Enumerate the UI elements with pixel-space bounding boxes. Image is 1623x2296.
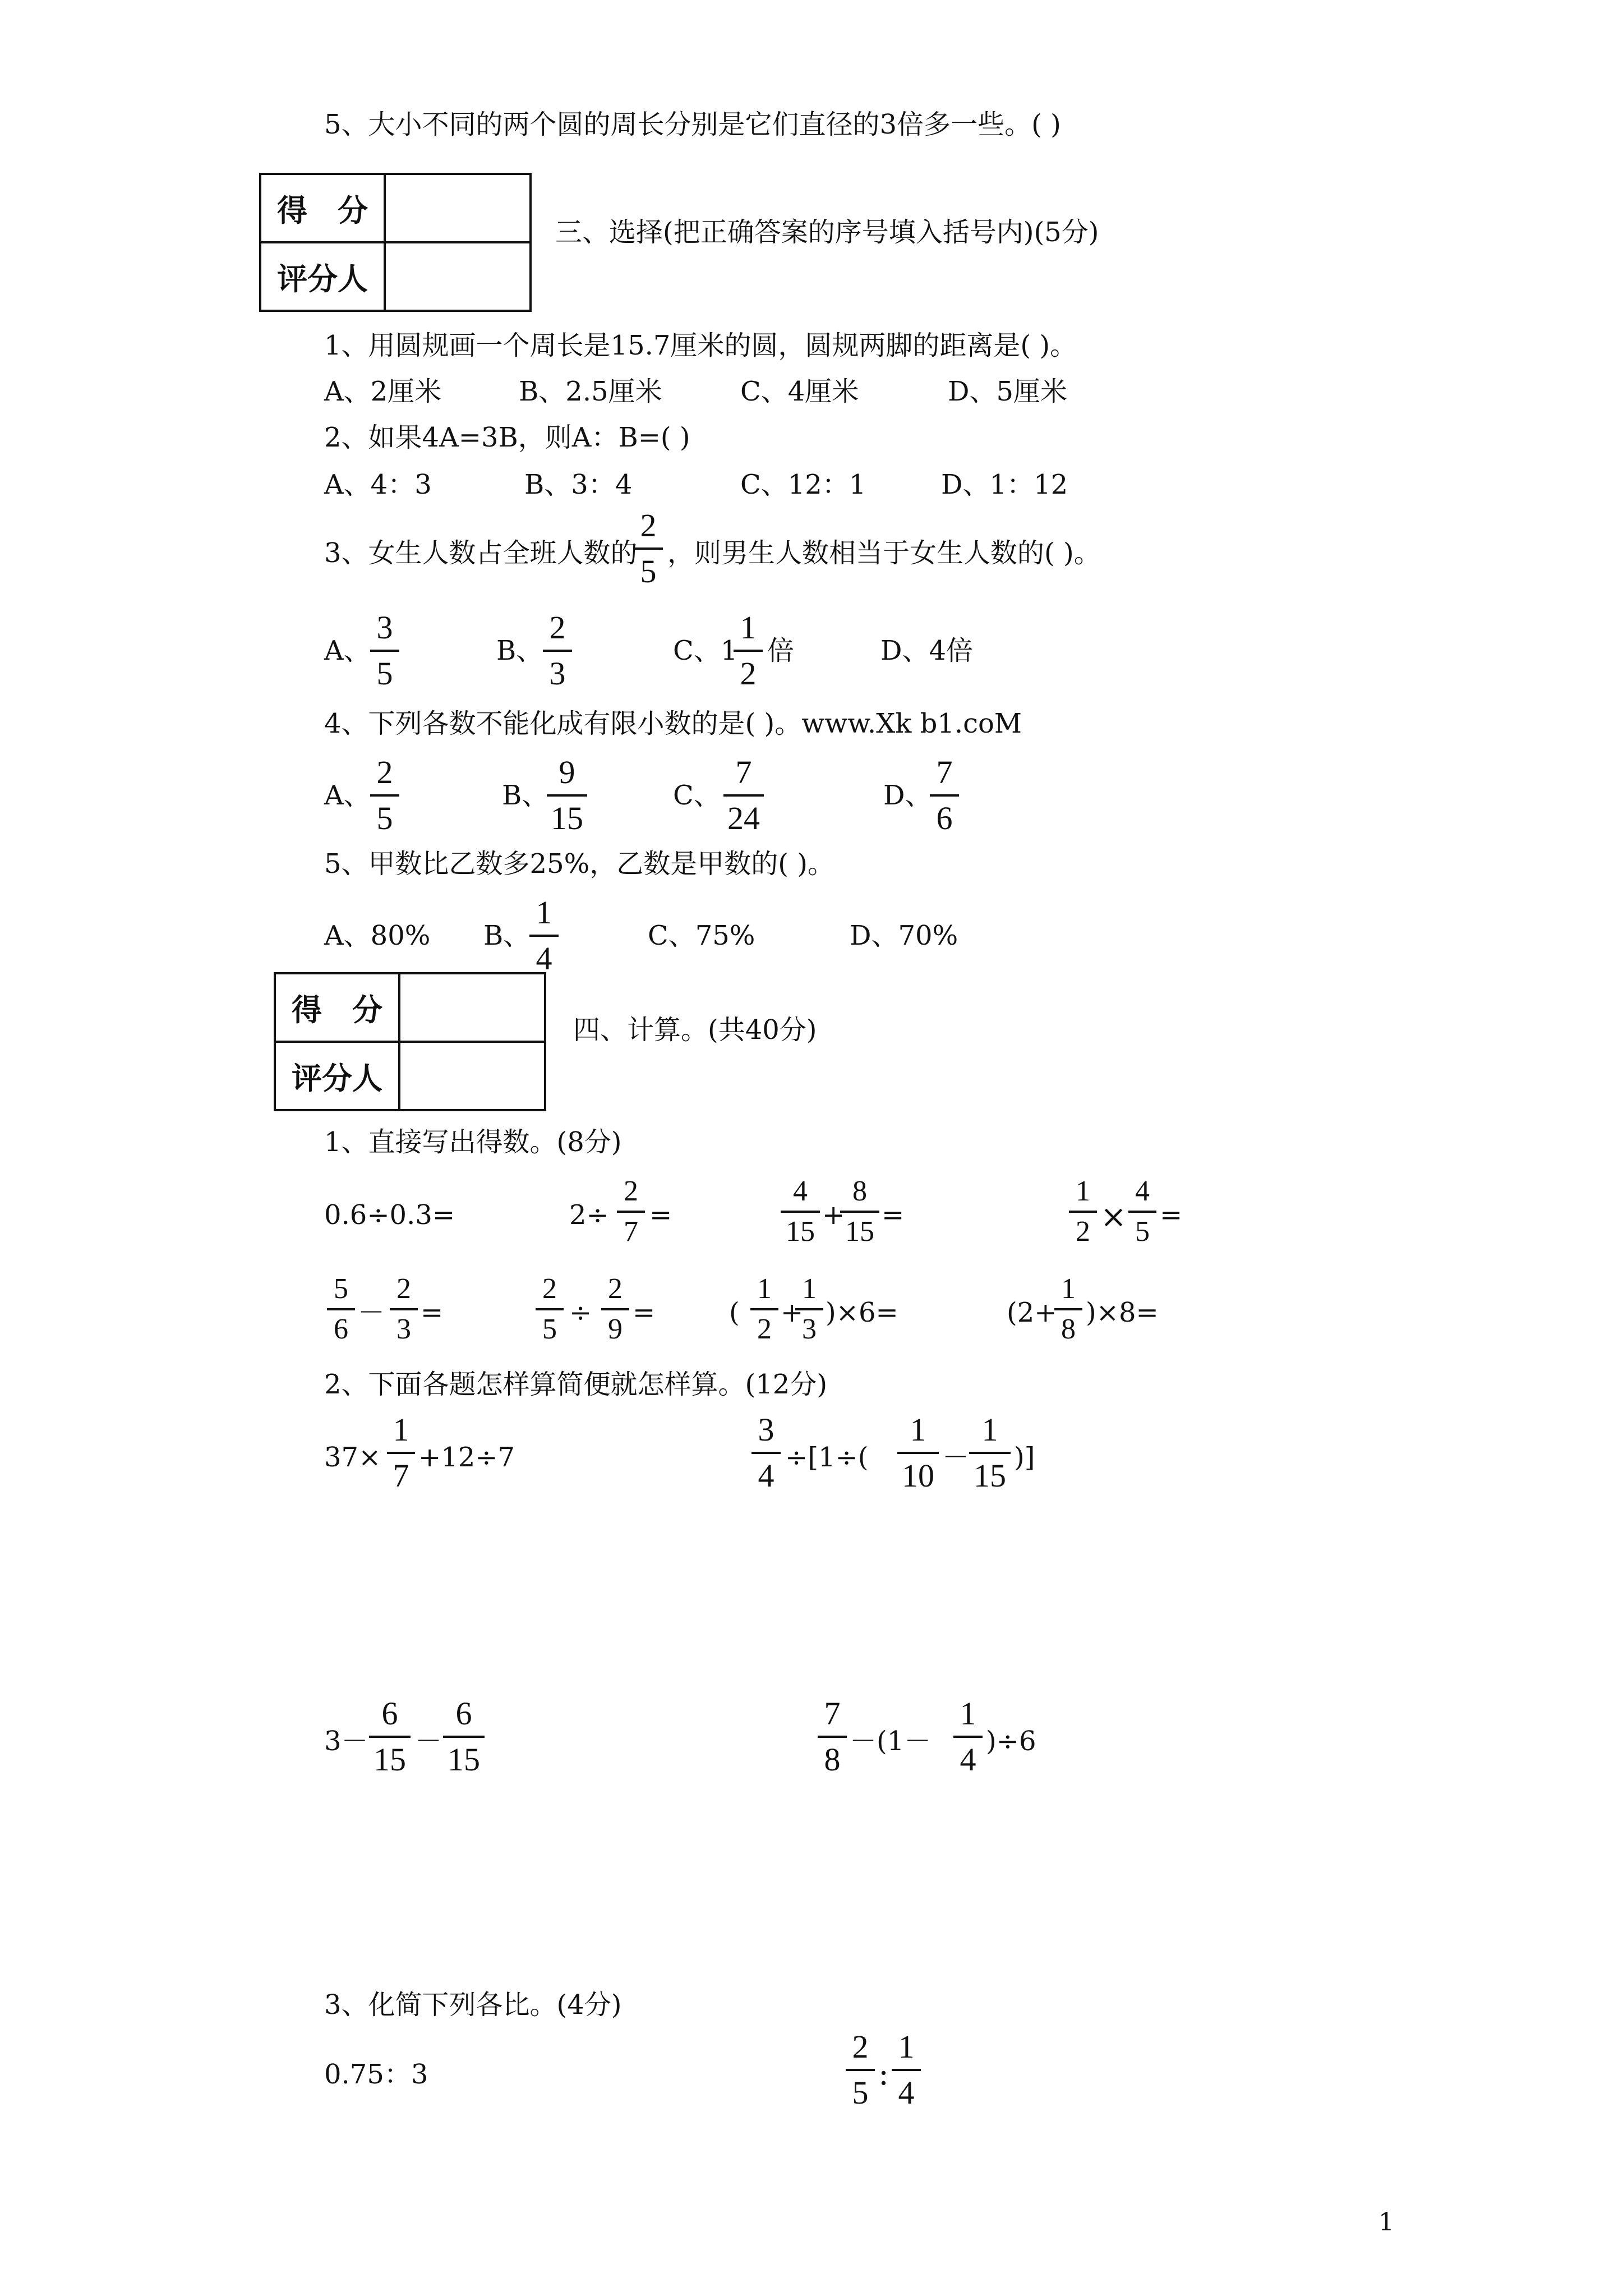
score-label: 得 分 — [260, 174, 385, 242]
fraction-e4a: 1 2 — [1069, 1177, 1097, 1246]
fraction-e4b: 4 5 — [1128, 1177, 1156, 1246]
fraction-s3a: 6 15 — [369, 1697, 411, 1776]
q4-option-c: C、 — [673, 780, 721, 811]
grader-label: 评分人 — [275, 1042, 399, 1110]
fraction-e3b: 8 15 — [840, 1177, 879, 1246]
ratio-colon: : — [878, 2056, 889, 2092]
simplify-3-prefix: 3－ — [324, 1726, 368, 1757]
judgment-item-5: 5、大小不同的两个圆的周长分别是它们直径的3倍多一些。( ) — [324, 109, 1061, 140]
q1-option-b: B、2.5厘米 — [519, 376, 662, 407]
q2-option-b: B、3：4 — [524, 469, 633, 500]
fraction-q5b-clipped — [527, 892, 561, 977]
fraction-q4a: 2 5 — [370, 756, 399, 835]
score-label: 得 分 — [275, 973, 399, 1042]
plus-sign: + — [822, 1199, 845, 1231]
expr-8-prefix: (2+ — [1007, 1297, 1057, 1328]
equals-sign: = — [649, 1199, 672, 1231]
simplify-1-suffix: +12÷7 — [418, 1442, 515, 1473]
q3-option-d: D、4倍 — [880, 635, 974, 666]
fraction-s4a: 7 8 — [818, 1697, 847, 1776]
fraction-e5a: 5 6 — [327, 1274, 355, 1344]
fraction-q4b: 9 15 — [547, 756, 587, 835]
q5-option-a: A、80% — [324, 920, 431, 951]
fraction-s2b: 1 10 — [897, 1414, 939, 1492]
equals-sign: = — [1160, 1199, 1183, 1231]
plus-sign: + — [781, 1297, 804, 1328]
ratio-1: 0.75：3 — [324, 2059, 428, 2090]
fraction-e6b: 2 9 — [601, 1274, 629, 1344]
simplify-2-suffix: )] — [1014, 1442, 1035, 1473]
calc-part-2-title: 2、下面各题怎样算简便就怎样算。(12分) — [324, 1369, 828, 1400]
question-2: 2、如果4A=3B，则A：B=( ) — [324, 422, 690, 453]
score-box — [259, 173, 532, 312]
q3-option-a: A、 — [324, 635, 371, 666]
simplify-4-middle: －(1－ — [850, 1726, 932, 1757]
fraction-e8: 1 8 — [1054, 1274, 1082, 1344]
fraction-q3: 2 5 — [634, 509, 663, 588]
fraction-e6a: 2 5 — [536, 1274, 564, 1344]
q5-option-b: B、 — [483, 920, 531, 951]
expr-8-suffix: )×8= — [1086, 1297, 1159, 1328]
q3-option-c-prefix: C、1 — [673, 635, 738, 666]
q4-option-a: A、 — [324, 780, 371, 811]
equals-sign: = — [421, 1297, 444, 1328]
q1-option-a: A、2厘米 — [324, 376, 442, 407]
question-3-suffix: ，则男生人数相当于女生人数的( )。 — [667, 537, 1101, 569]
equals-sign: = — [633, 1297, 656, 1328]
question-3-prefix: 3、女生人数占全班人数的 — [324, 537, 638, 569]
score-value-cell[interactable] — [399, 973, 545, 1042]
expr-7-suffix: )×6= — [826, 1297, 898, 1328]
q3-option-b: B、 — [496, 635, 543, 666]
q1-option-d: D、5厘米 — [948, 376, 1068, 407]
expr-1: 0.6÷0.3= — [324, 1199, 455, 1231]
q2-option-a: A、4：3 — [324, 469, 432, 500]
section-4-title: 四、计算。(共40分) — [573, 1014, 817, 1046]
q2-option-c: C、12：1 — [740, 469, 866, 500]
q5-option-c: C、75% — [648, 920, 755, 951]
fraction-s1: 1 7 — [387, 1414, 415, 1492]
q5-option-d: D、70% — [850, 920, 958, 951]
calc-part-1-title: 1、直接写出得数。(8分) — [324, 1126, 622, 1158]
fraction-q3b: 2 3 — [543, 611, 572, 690]
equals-sign: = — [882, 1199, 905, 1231]
fraction-q3c: 1 2 — [734, 611, 763, 690]
fraction-s4b: 1 4 — [953, 1697, 983, 1776]
q3-option-c-suffix: 倍 — [767, 635, 795, 666]
times-sign: × — [1100, 1199, 1127, 1235]
q4-option-b: B、 — [502, 780, 549, 811]
fraction-s2c: 1 15 — [969, 1414, 1011, 1492]
minus-sign: － — [415, 1726, 442, 1757]
fraction-e7b: 1 3 — [795, 1274, 823, 1344]
simplify-4-suffix: )÷6 — [986, 1726, 1036, 1757]
fraction-e5b: 2 3 — [390, 1274, 418, 1344]
question-5: 5、甲数比乙数多25%，乙数是甲数的( )。 — [324, 848, 834, 880]
minus-sign: － — [358, 1297, 385, 1328]
fraction-r2a: 2 5 — [846, 2031, 875, 2109]
question-1: 1、用圆规画一个周长是15.7厘米的圆，圆规两脚的距离是( )。 — [324, 330, 1077, 361]
grader-value-cell[interactable] — [399, 1042, 545, 1110]
fraction-q4c: 7 24 — [723, 756, 764, 835]
fraction-q5b: 1 4 — [529, 896, 559, 975]
grader-value-cell[interactable] — [385, 242, 531, 311]
grader-label: 评分人 — [260, 242, 385, 311]
expr-7-prefix: ( — [729, 1297, 740, 1328]
fraction-e3a: 4 15 — [781, 1177, 820, 1246]
q1-option-c: C、4厘米 — [740, 376, 859, 407]
fraction-q4d: 7 6 — [930, 756, 959, 835]
score-value-cell[interactable] — [385, 174, 531, 242]
divide-sign: ÷ — [569, 1297, 592, 1328]
q4-option-d: D、 — [883, 780, 932, 811]
fraction-e7a: 1 2 — [750, 1274, 778, 1344]
fraction-s3b: 6 15 — [443, 1697, 485, 1776]
expr-2-prefix: 2÷ — [569, 1199, 609, 1231]
fraction-e2: 2 7 — [617, 1177, 645, 1246]
simplify-2-middle: ÷[1÷( — [785, 1442, 869, 1473]
fraction-r2b: 1 4 — [892, 2031, 921, 2109]
section-3-title: 三、选择(把正确答案的序号填入括号内)(5分) — [555, 217, 1099, 248]
fraction-s2a: 3 4 — [751, 1414, 781, 1492]
page-number: 1 — [1378, 2208, 1394, 2237]
minus-sign: － — [942, 1442, 970, 1473]
question-4: 4、下列各数不能化成有限小数的是( )。www.Xk b1.coM — [324, 708, 1022, 739]
simplify-1-prefix: 37× — [324, 1442, 381, 1473]
q2-option-d: D、1：12 — [941, 469, 1068, 500]
fraction-q3a: 3 5 — [370, 611, 399, 690]
calc-part-3-title: 3、化简下列各比。(4分) — [324, 1989, 622, 2021]
score-box — [274, 972, 546, 1111]
